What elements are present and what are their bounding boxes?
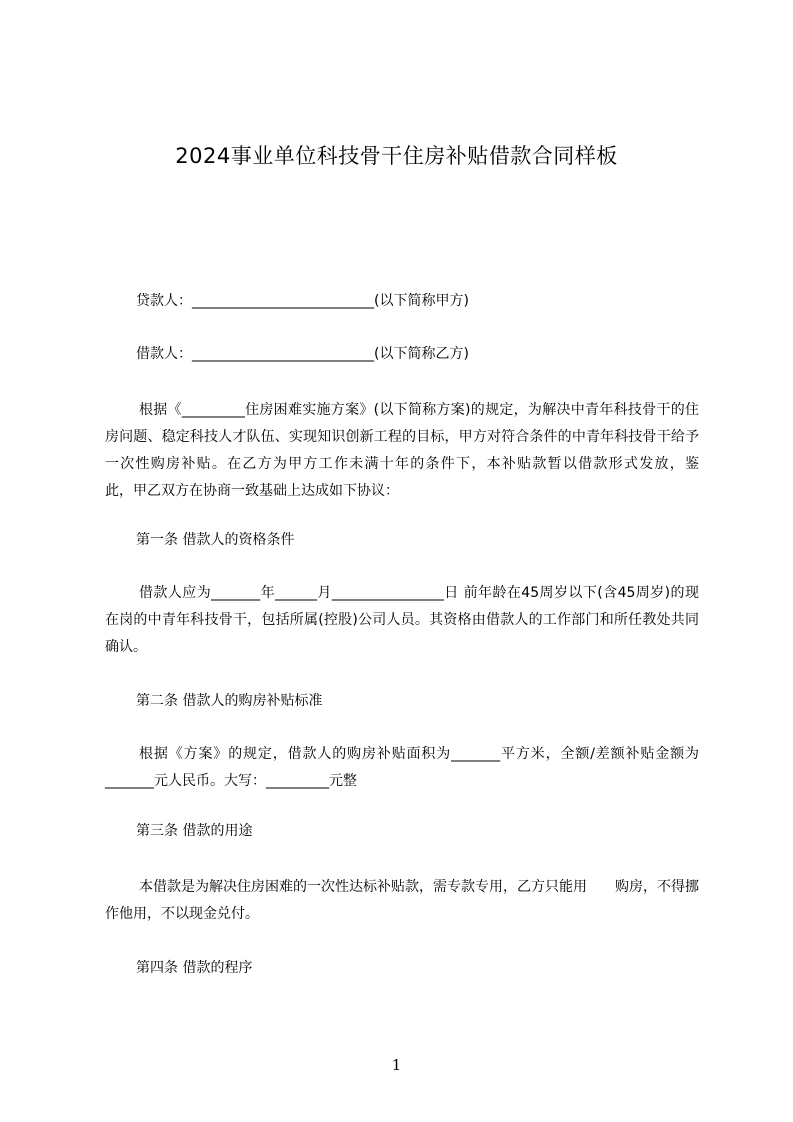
article-2-text: 根据《方案》的规定，借款人的购房补贴面积为_______平方米，全额/差额补贴金额为_______元人民币。大写：_________元整 (105, 746, 699, 789)
article-3-heading: 第三条 借款的用途 (136, 823, 253, 839)
article-4-heading: 第四条 借款的程序 (136, 960, 253, 976)
lender-line: 贷款人：__________________________(以下简称甲方) (136, 293, 469, 309)
article-2-heading: 第二条 借款人的购房补贴标准 (136, 693, 323, 709)
page-number: 1 (391, 1056, 402, 1074)
article-1-heading: 第一条 借款人的资格条件 (136, 532, 295, 548)
borrower-line: 借款人：__________________________(以下简称乙方) (136, 346, 469, 362)
intro-paragraph: 根据《_________住房困难实施方案》(以下简称方案)的规定，为解决中青年科技骨干的住房问题、稳定科技人才队伍、实现知识创新工程的目标，甲方对符合条件的中青年科技骨干给予一次性购房补贴。在乙方为甲方工作未满十年的条件下，本补贴款暂以借款形式发放，鉴 此，甲乙双方在协商一致基础上达成如下协议： (105, 402, 727, 499)
document-title: 2024事业单位科技骨干住房补贴借款合同样板 (175, 144, 618, 168)
article-3-text: 本借款是为解决住房困难的一次性达标补贴款，需专款专用，乙方只能用 购房，不得挪作他用，不以现金兑付。 (105, 879, 699, 922)
article-1-text: 借款人应为_______年______月________________日 前年龄在45周岁以下(含45周岁)的现在岗的中青年科技骨干，包括所属(控股)公司人员。其资格由借款人的工作部门和所任教处共同确认。 (105, 585, 699, 655)
